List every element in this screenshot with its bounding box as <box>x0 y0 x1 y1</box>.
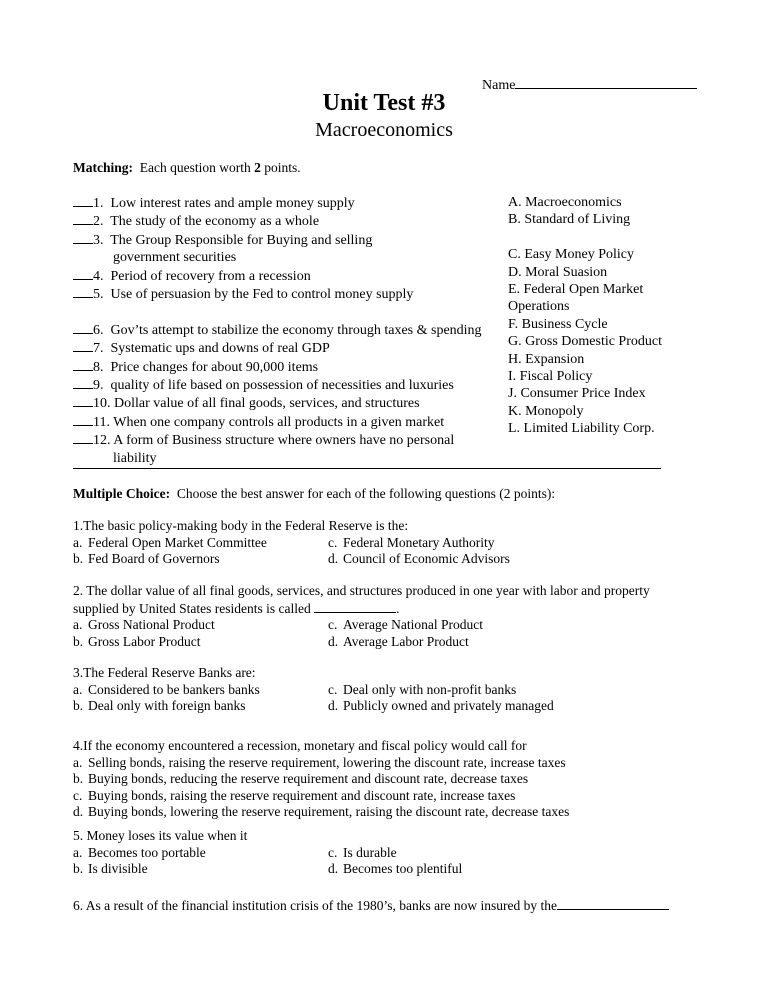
answer-blank[interactable] <box>73 267 93 280</box>
option-c[interactable]: c. Deal only with non-profit banks <box>328 681 517 697</box>
mc-label: Multiple Choice: <box>73 486 171 501</box>
option-a[interactable]: a. Considered to be bankers banks <box>73 681 260 697</box>
matching-question: 1. Low interest rates and ample money supply <box>73 194 482 212</box>
matching-question: 8. Price changes for about 90,000 items <box>73 358 482 376</box>
matching-answer: J. Consumer Price Index <box>508 386 646 402</box>
matching-question: 5. Use of persuasion by the Fed to control money supply <box>73 285 482 303</box>
option-b[interactable]: b. Fed Board of Governors <box>73 551 220 566</box>
answer-blank[interactable] <box>73 358 93 371</box>
answer-blank[interactable] <box>73 321 93 334</box>
matching-points: 2 <box>254 160 261 175</box>
answer-blank[interactable] <box>73 431 93 444</box>
page-title: Unit Test #3 <box>322 90 446 116</box>
answer-blank[interactable] <box>73 413 93 426</box>
matching-answer: L. Limited Liability Corp. <box>508 421 655 437</box>
matching-instructions-end: points. <box>260 160 301 175</box>
option-a[interactable]: a. Becomes too portable <box>73 844 206 860</box>
question-text: 3.The Federal Reserve Banks are: <box>73 665 256 680</box>
mc-question-1 <box>73 518 673 568</box>
option-b[interactable]: b. Is divisible <box>73 861 148 876</box>
matching-questions <box>73 194 482 467</box>
question-text: 2. The dollar value of all final goods, services, and structures produced in one year with labor and property <box>73 583 650 598</box>
option-a[interactable]: a. Federal Open Market Committee <box>73 534 267 550</box>
mc-question-6 <box>73 897 693 915</box>
matching-answer-continued: Operations <box>508 299 570 315</box>
question-text-line2: supplied by United States residents is called . <box>73 600 400 616</box>
matching-question: 11. When one company controls all products in a given market <box>73 413 482 431</box>
option-d[interactable]: d. Council of Economic Advisors <box>328 551 510 566</box>
matching-question: 4. Period of recovery from a recession <box>73 267 482 285</box>
option-d[interactable]: d. Buying bonds, lowering the reserve requirement, raising the discount rate, decrease taxes <box>73 804 570 819</box>
option-d[interactable]: d. Becomes too plentiful <box>328 861 463 876</box>
mc-question-5 <box>73 828 673 878</box>
answer-blank[interactable] <box>73 339 93 352</box>
answer-blank[interactable] <box>73 194 93 207</box>
matching-answer: A. Macroeconomics <box>508 195 622 210</box>
section-divider <box>73 468 661 469</box>
answer-blank[interactable] <box>73 285 93 298</box>
matching-question: 3. The Group Responsible for Buying and selling <box>73 231 482 249</box>
name-label: Name <box>482 78 516 93</box>
matching-answer: E. Federal Open Market <box>508 282 644 298</box>
option-d[interactable]: d. Publicly owned and privately managed <box>328 698 554 713</box>
option-d[interactable]: d. Average Labor Product <box>328 633 469 649</box>
matching-question: 2. The study of the economy as a whole <box>73 212 482 230</box>
page-subtitle: Macroeconomics <box>315 119 453 141</box>
matching-label: Matching: <box>73 160 133 175</box>
option-b[interactable]: b. Buying bonds, reducing the reserve requirement and discount rate, decrease taxes <box>73 771 529 786</box>
matching-question: 9. quality of life based on possession of necessities and luxuries <box>73 376 482 394</box>
matching-instructions: Each question worth <box>139 160 255 175</box>
answer-blank[interactable] <box>73 376 93 389</box>
question-text: 1.The basic policy-making body in the Federal Reserve is the: <box>73 518 409 533</box>
matching-question: 6. Gov’ts attempt to stabilize the economy through taxes & spending <box>73 321 482 339</box>
matching-answer: H. Expansion <box>508 351 585 367</box>
option-c[interactable]: c. Federal Monetary Authority <box>328 534 495 550</box>
matching-answers <box>508 194 662 438</box>
name-blank[interactable] <box>515 74 697 89</box>
option-c[interactable]: c. Average National Product <box>328 617 483 632</box>
matching-question: 7. Systematic ups and downs of real GDP <box>73 339 482 357</box>
answer-blank[interactable] <box>73 231 93 244</box>
fill-in-blank[interactable] <box>314 600 396 613</box>
matching-answer: D. Moral Suasion <box>508 264 608 280</box>
option-a[interactable]: a. Selling bonds, raising the reserve requirement, lowering the discount rate, increase taxes <box>73 754 566 770</box>
option-c[interactable]: c. Buying bonds, raising the reserve requirement and discount rate, increase taxes <box>73 787 516 803</box>
matching-question-continued: liability <box>113 450 157 466</box>
matching-answer: K. Monopoly <box>508 403 584 419</box>
answer-blank[interactable] <box>73 212 93 225</box>
question-text: 4.If the economy encountered a recession, monetary and fiscal policy would call for <box>73 738 527 753</box>
matching-answer: G. Gross Domestic Product <box>508 334 662 350</box>
option-c[interactable]: c. Is durable <box>328 844 397 860</box>
matching-question-continued: government securities <box>113 250 237 266</box>
question-text: 5. Money loses its value when it <box>73 828 248 843</box>
option-b[interactable]: b. Deal only with foreign banks <box>73 698 246 713</box>
matching-heading <box>73 160 301 176</box>
mc-question-4 <box>73 738 693 821</box>
matching-question: 10. Dollar value of all final goods, services, and structures <box>73 394 482 412</box>
matching-answer: B. Standard of Living <box>508 212 631 228</box>
matching-question: 12. A form of Business structure where owners have no personal <box>73 431 482 449</box>
matching-answer: C. Easy Money Policy <box>508 247 634 263</box>
matching-answer: I. Fiscal Policy <box>508 369 593 385</box>
question-text: 6. As a result of the financial institution crisis of the 1980’s, banks are now insured by the <box>73 897 693 915</box>
fill-in-blank[interactable] <box>557 897 669 910</box>
option-a[interactable]: a. Gross National Product <box>73 617 215 632</box>
mc-question-3 <box>73 665 673 715</box>
mc-question-2 <box>73 583 693 650</box>
mc-instructions: Choose the best answer for each of the following questions (2 points): <box>176 486 556 501</box>
matching-answer: F. Business Cycle <box>508 316 608 332</box>
answer-blank[interactable] <box>73 394 93 407</box>
mc-heading <box>73 486 555 502</box>
option-b[interactable]: b. Gross Labor Product <box>73 633 201 649</box>
